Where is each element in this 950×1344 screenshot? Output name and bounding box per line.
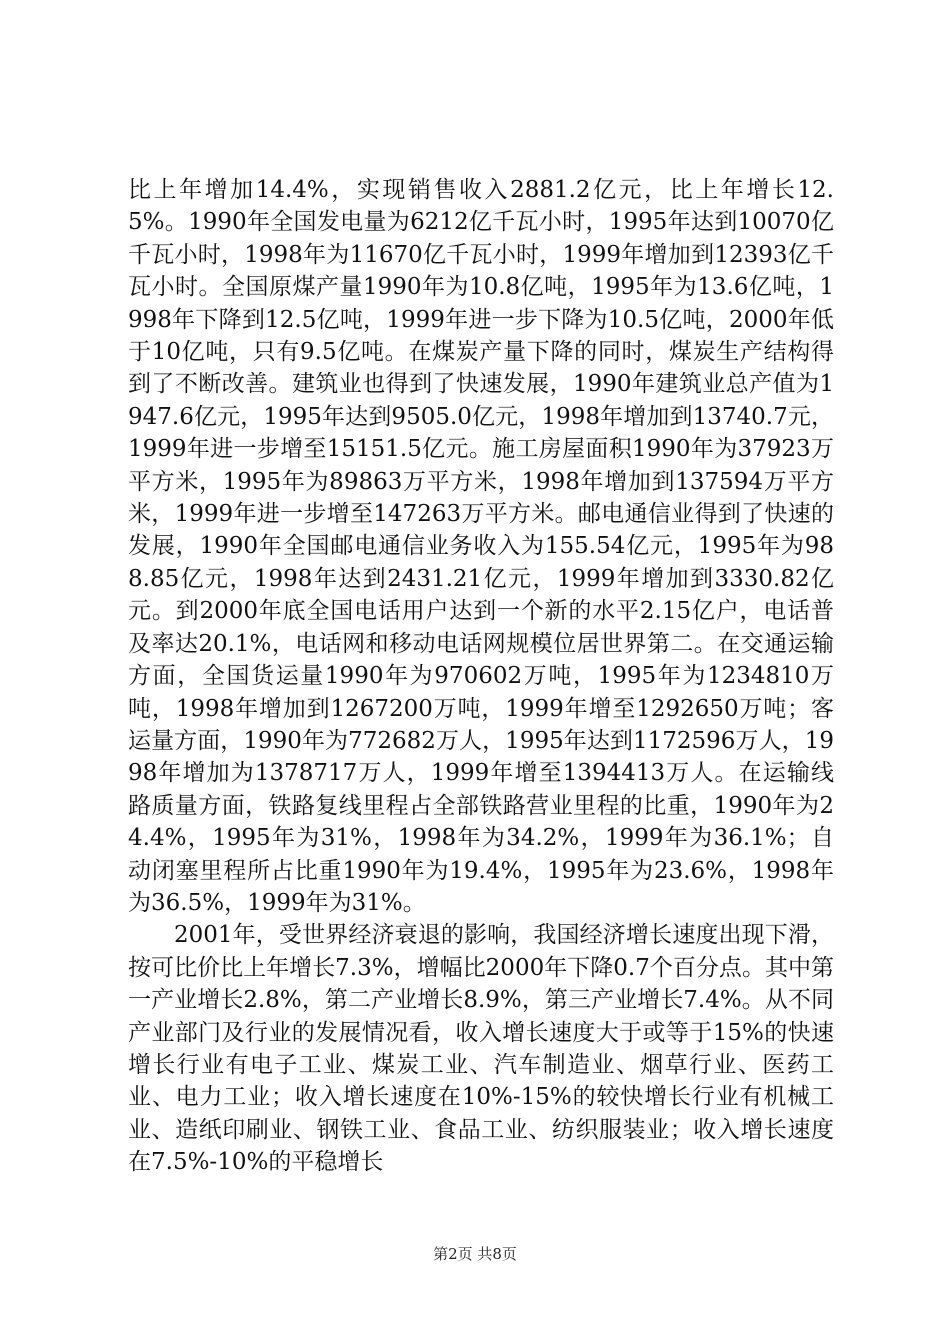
page-footer: 第2页 共8页 [433, 1245, 517, 1263]
document-body [128, 174, 834, 1179]
paragraph-1: 比上年增加14.4%，实现销售收入2881.2亿元，比上年增长12.5%。1990年全国发电量为6212亿千瓦小时，1995年达到10070亿千瓦小时，1998年为11670亿千瓦小时，1999年增加到12393亿千瓦小时。全国原煤产量1990年为10.8亿吨，1995年为13.6亿吨，1998年下降到12.5亿吨，1999年进一步下降为10.5亿吨，2000年低于10亿吨，只有9.5亿吨。在煤炭产量下降的同时，煤炭生产结构得到了不断改善。建筑业也得到了快速发展，1990年建筑业总产值为1947.6亿元，1995年达到9505.0亿元，1998年增加到13740.7元，1999年进一步增至15151.5亿元。施工房屋面积1990年为37923万平方米，1995年为89863万平方米，1998年增加到137594万平方米，1999年进一步增至147263万平方米。邮电通信业得到了快速的发展，1990年全国邮电通信业务收入为155.54亿元，1995年为988.85亿元，1998年达到2431.21亿元，1999年增加到3330.82亿元。到2000年底全国电话用户达到一个新的水平2.15亿户，电话普及率达20.1%，电话网和移动电话网规模位居世界第二。在交通运输方面，全国货运量1990年为970602万吨，1995年为1234810万吨，1998年增加到1267200万吨，1999年增至1292650万吨；客运量方面，1990年为772682万人，1995年达到1172596万人，1998年增加为1378717万人，1999年增至1394413万人。在运输线路质量方面，铁路复线里程占全部铁路营业里程的比重，1990年为24.4%，1995年为31%，1998年为34.2%，1999年为36.1%；自动闭塞里程所占比重1990年为19.4%，1995年为23.6%，1998年为36.5%，1999年为31%。 [128, 177, 834, 916]
paragraph-2: 2001年，受世界经济衰退的影响，我国经济增长速度出现下滑，按可比价比上年增长7.3%，增幅比2000年下降0.7个百分点。其中第一产业增长2.8%，第二产业增长8.9%，第三产业增长7.4%。从不同产业部门及行业的发展情况看，收入增长速度大于或等于15%的快速增长行业有电子工业、煤炭工业、汽车制造业、烟草行业、医药工业、电力工业；收入增长速度在10%-15%的较快增长行业有机械工业、造纸印刷业、钢铁工业、食品工业、纺织服装业；收入增长速度在7.5%-10%的平稳增长 [128, 922, 834, 1176]
